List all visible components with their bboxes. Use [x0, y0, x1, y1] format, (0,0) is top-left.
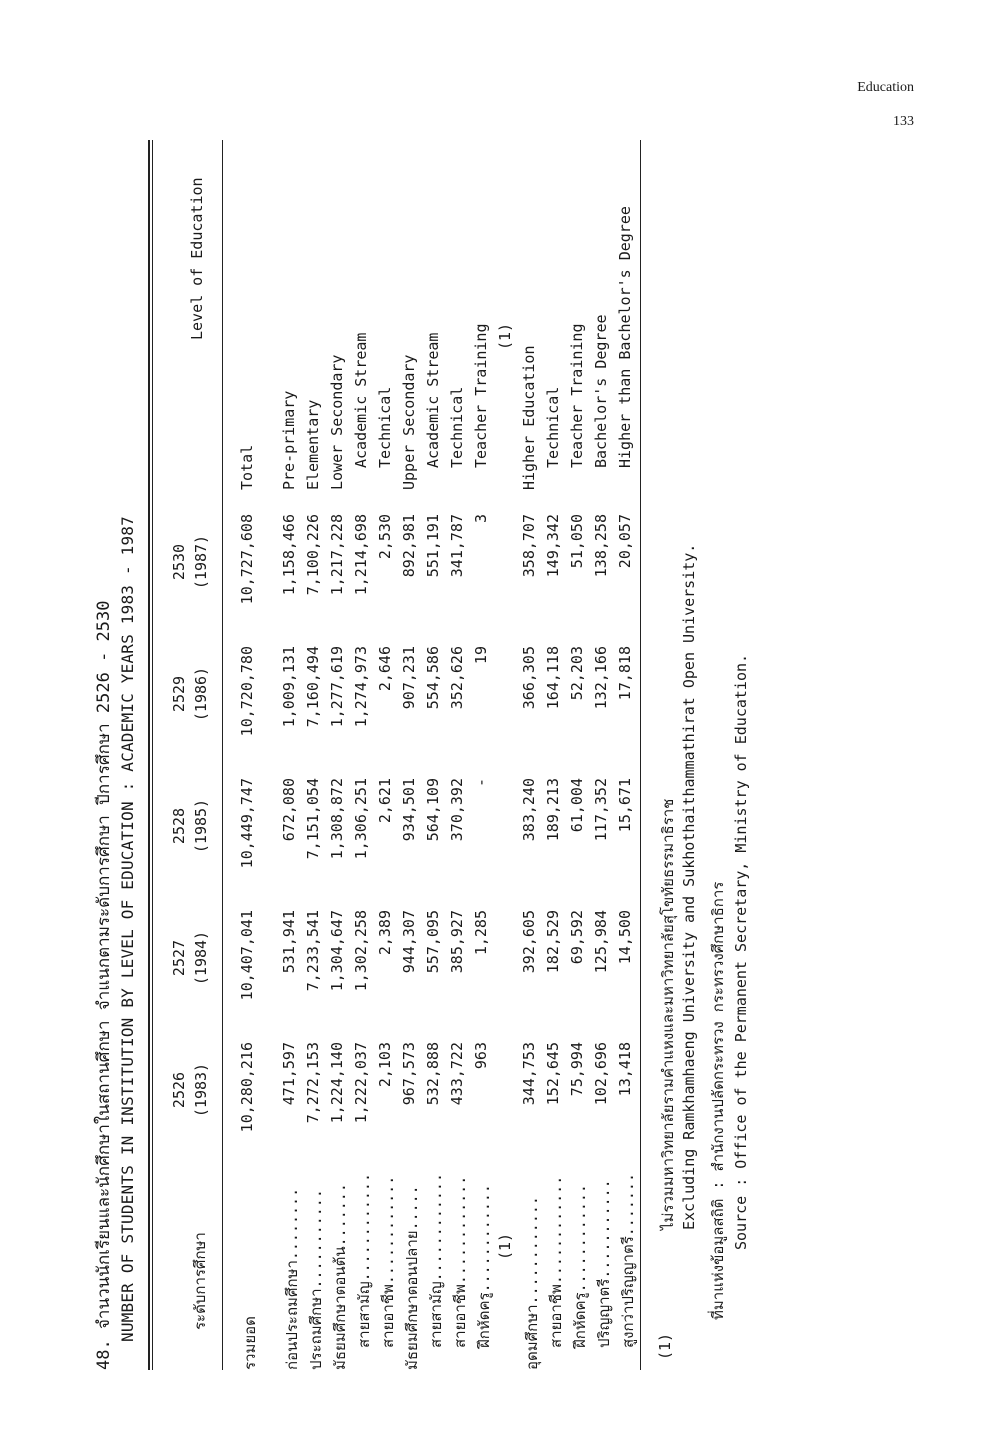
value-cell: 366,305 [520, 646, 538, 710]
value-cell: 1,274,973 [352, 646, 370, 728]
value-cell: 370,392 [448, 778, 466, 842]
value-cell: 17,818 [616, 646, 634, 701]
value-cell: 69,592 [568, 910, 586, 965]
value-cell: 532,888 [424, 1042, 442, 1106]
value-cell: 7,100,226 [304, 514, 322, 596]
source-english: Source : Office of the Permanent Secretary, Ministry of Education. [732, 653, 750, 1250]
value-cell: 1,277,619 [328, 646, 346, 728]
value-cell: 7,160,494 [304, 646, 322, 728]
value-cell: 1,306,251 [352, 778, 370, 860]
value-cell: 102,696 [592, 1042, 610, 1106]
column-header-thai: ระดับการศึกษา [191, 1232, 209, 1330]
value-cell: 1,158,466 [280, 514, 298, 596]
value-cell: 75,994 [568, 1042, 586, 1097]
table-row [472, 140, 498, 1370]
row-label-english: Upper Secondary [400, 354, 418, 490]
value-cell: 1,308,872 [328, 778, 346, 860]
table-row [520, 140, 546, 1370]
row-label-thai: สูงกว่าปริญญาตรี....... [619, 1173, 637, 1348]
value-cell: 344,753 [520, 1042, 538, 1106]
value-cell: 564,109 [424, 778, 442, 842]
row-label-thai: (1) [496, 1232, 514, 1260]
source-thai: ที่มาแห่งข้อมูลสถิติ : สำนักงานปลัดกระทรวง กระทรวงศึกษาธิการ [709, 881, 727, 1320]
value-cell: 554,586 [424, 646, 442, 710]
value-cell: 2,621 [376, 778, 394, 824]
value-cell: 2,646 [376, 646, 394, 692]
value-cell: 672,080 [280, 778, 298, 842]
value-cell: 1,304,647 [328, 910, 346, 992]
table-row [304, 140, 330, 1370]
value-cell: 2,103 [376, 1042, 394, 1088]
value-cell: 117,352 [592, 778, 610, 842]
value-cell: 13,418 [616, 1042, 634, 1097]
value-cell: 52,203 [568, 646, 586, 701]
table-row [328, 140, 354, 1370]
value-cell: 531,941 [280, 910, 298, 974]
table-row [400, 140, 426, 1370]
value-cell: 907,231 [400, 646, 418, 710]
row-label-thai: มัธยมศึกษาตอนต้น....... [331, 1183, 349, 1370]
value-cell: 557,095 [424, 910, 442, 974]
year-header-2526: 2526 (1983) [170, 1062, 210, 1118]
value-cell: 182,529 [544, 910, 562, 974]
value-cell: 20,057 [616, 514, 634, 569]
table-row [352, 140, 378, 1370]
table-row [448, 140, 474, 1370]
value-cell: 7,272,153 [304, 1042, 322, 1124]
value-cell: 132,166 [592, 646, 610, 710]
row-label-thai: สายสามัญ............ [355, 1173, 373, 1348]
value-cell: 944,307 [400, 910, 418, 974]
year-header-2528: 2528 (1985) [170, 798, 210, 854]
row-label-thai: มัธยมศึกษาตอนปลาย..... [403, 1185, 421, 1370]
value-cell: 358,707 [520, 514, 538, 578]
row-label-english: Technical [544, 386, 562, 468]
value-cell: 10,280,216 [238, 1042, 256, 1133]
row-label-thai: ประถมศึกษา........... [307, 1189, 325, 1370]
value-cell: 51,050 [568, 514, 586, 569]
footnote-thai: ไม่รวมมหาวิทยาลัยรามคำแหงและมหาวิทยาลัยสุโขทัยธรรมาธิราช [659, 798, 677, 1230]
rotated-table-block [80, 80, 750, 1370]
table-top-rule [148, 140, 150, 1370]
value-cell: 15,671 [616, 778, 634, 833]
value-cell: - [472, 778, 490, 788]
value-cell: 1,302,258 [352, 910, 370, 992]
value-cell: 1,222,037 [352, 1042, 370, 1124]
value-cell: 14,500 [616, 910, 634, 965]
value-cell: 10,720,780 [238, 646, 256, 737]
value-cell: 7,151,054 [304, 778, 322, 860]
value-cell: 934,501 [400, 778, 418, 842]
header-rule [222, 140, 223, 1370]
row-label-thai: รวมยอด [241, 1316, 259, 1370]
value-cell: 164,118 [544, 646, 562, 710]
value-cell: 1,285 [472, 910, 490, 956]
table-bottom-rule [640, 140, 641, 1370]
table-row [238, 140, 264, 1370]
value-cell: 189,213 [544, 778, 562, 842]
value-cell: 10,727,608 [238, 514, 256, 605]
row-label-english: Pre-primary [280, 390, 298, 490]
column-header-english: Level of Education [188, 177, 206, 340]
year-header-2529: 2529 (1986) [170, 666, 210, 722]
table-row [568, 140, 594, 1370]
value-cell: 383,240 [520, 778, 538, 842]
value-cell: 2,530 [376, 514, 394, 560]
row-label-english: Higher Education [520, 345, 538, 490]
value-cell: 1,009,131 [280, 646, 298, 728]
year-header-2527: 2527 (1984) [170, 930, 210, 986]
value-cell: 1,217,228 [328, 514, 346, 596]
row-label-english: Technical [448, 386, 466, 468]
value-cell: 125,984 [592, 910, 610, 974]
value-cell: 352,626 [448, 646, 466, 710]
year-header-2530: 2530 (1987) [170, 534, 210, 590]
row-label-english: Total [238, 444, 256, 490]
row-label-english: Teacher Training [568, 323, 586, 468]
table-title-thai: 48. จำนวนนักเรียนและนักศึกษาในสถานศึกษา จำแนกตามระดับการศึกษา ปีการศึกษา 2526 - 2530 [94, 600, 114, 1370]
section-header: Education [857, 80, 914, 95]
row-label-english: Teacher Training [472, 323, 490, 468]
row-label-english: (1) [496, 322, 514, 350]
row-label-thai: ปริญญาตรี........... [595, 1179, 613, 1348]
row-label-thai: สายอาชีพ............ [451, 1175, 469, 1348]
page-number: 133 [893, 114, 914, 129]
value-cell: 471,597 [280, 1042, 298, 1106]
table-row [496, 140, 522, 1370]
row-label-english: Elementary [304, 399, 322, 490]
row-label-thai: ฝึกหัดครู............ [475, 1184, 493, 1348]
value-cell: 433,722 [448, 1042, 466, 1106]
row-label-english: Technical [376, 386, 394, 468]
value-cell: 892,981 [400, 514, 418, 578]
value-cell: 551,191 [424, 514, 442, 578]
row-label-thai: สายสามัญ............ [427, 1173, 445, 1348]
row-label-english: Lower Secondary [328, 354, 346, 490]
footnote-mark: (1) [656, 1332, 674, 1360]
table-title-english: NUMBER OF STUDENTS IN INSTITUTION BY LEVEL OF EDUCATION : ACADEMIC YEARS 1983 - 1987 [118, 516, 137, 1342]
table-row [280, 140, 306, 1370]
footnote-english: Excluding Ramkhamhaeng University and Sukhothaithammathirat Open University. [680, 543, 698, 1230]
value-cell: 7,233,541 [304, 910, 322, 992]
table-row [616, 140, 642, 1370]
row-label-thai: สายอาชีพ............ [547, 1175, 565, 1348]
value-cell: 341,787 [448, 514, 466, 578]
value-cell: 149,342 [544, 514, 562, 578]
value-cell: 3 [472, 514, 490, 524]
value-cell: 1,224,140 [328, 1042, 346, 1124]
value-cell: 19 [472, 646, 490, 665]
table-row [592, 140, 618, 1370]
table-row [424, 140, 450, 1370]
value-cell: 385,927 [448, 910, 466, 974]
row-label-thai: สายอาชีพ............ [379, 1175, 397, 1348]
row-label-english: Higher than Bachelor's Degree [616, 206, 634, 468]
row-label-thai: ฝึกหัดครู............ [571, 1184, 589, 1348]
value-cell: 61,004 [568, 778, 586, 833]
value-cell: 1,214,698 [352, 514, 370, 596]
value-cell: 2,389 [376, 910, 394, 956]
value-cell: 392,605 [520, 910, 538, 974]
value-cell: 967,573 [400, 1042, 418, 1106]
row-label-english: Bachelor's Degree [592, 314, 610, 468]
value-cell: 138,258 [592, 514, 610, 578]
row-label-thai: อุดมศึกษา............ [523, 1196, 541, 1370]
value-cell: 10,449,747 [238, 778, 256, 869]
table-row [376, 140, 402, 1370]
table-top-rule-2 [152, 140, 153, 1370]
value-cell: 963 [472, 1042, 490, 1070]
row-label-english: Academic Stream [424, 332, 442, 468]
value-cell: 152,645 [544, 1042, 562, 1106]
table-row [544, 140, 570, 1370]
value-cell: 10,407,041 [238, 910, 256, 1001]
row-label-thai: ก่อนประถมศึกษา........ [283, 1187, 301, 1370]
row-label-english: Academic Stream [352, 332, 370, 468]
